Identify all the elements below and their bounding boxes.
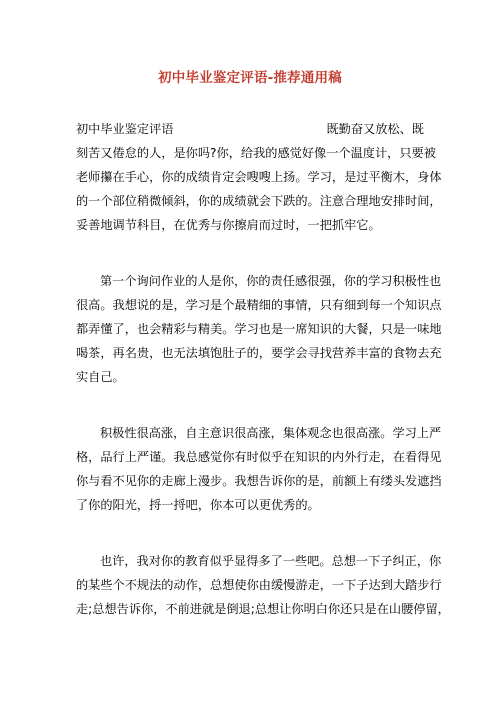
document-title: 初中毕业鉴定评语-推荐通用稿 <box>158 70 342 86</box>
paragraph-2-line-1: 第一个询问作业的人是你，你的责任感很强，你的学习积极性也 <box>100 274 442 288</box>
paragraph-2-line-3: 都弄懂了，也会精彩与精美。学习也是一席知识的大餐，只是一味地 <box>76 322 442 336</box>
header-left-text: 初中毕业鉴定评语 <box>76 122 174 136</box>
paragraph-4-line-2: 的某些个不规法的动作，总想使你由缓慢游走，一下子达到大踏步行 <box>76 578 442 592</box>
paragraph-4-line-1: 也许，我对你的教育似乎显得多了一些吧。总想一下子纠正，你 <box>100 554 442 568</box>
paragraph-2-line-4: 喝茶，再名贵，也无法填饱肚子的，要学会寻找营养丰富的食物去充 <box>76 346 442 360</box>
paragraph-2-line-5: 实自己。 <box>76 370 125 384</box>
paragraph-3-line-1: 积极性很高涨，自主意识很高涨，集体观念也很高涨。学习上严 <box>100 426 442 440</box>
paragraph-1-line-4: 妥善地调节科目，在优秀与你擦肩而过时，一把抓牢它。 <box>76 218 381 232</box>
paragraph-1-line-1: 刻苦又倦怠的人，是你吗?你，给我的感觉好像一个温度计，只要被 <box>76 146 436 160</box>
paragraph-4-line-3: 走;总想告诉你，不前进就是倒退;总想让你明白你还只是在山腰停留， <box>76 602 450 616</box>
paragraph-3-line-3: 你与看不见你的走廊上漫步。我想告诉你的是，前额上有缕头发遮挡 <box>76 474 442 488</box>
paragraph-3-line-4: 了你的阳光，捋一捋吧，你本可以更优秀的。 <box>76 498 320 512</box>
header-right-text: 既勤奋又放松、既 <box>326 122 424 136</box>
paragraph-2-line-2: 很高。我想说的是，学习是个最精细的事情，只有细到每一个知识点 <box>76 298 442 312</box>
paragraph-3-line-2: 格，品行上严谨。我总感觉你有时似乎在知识的内外行走，在看得见 <box>76 450 442 464</box>
paragraph-1-line-3: 的一个部位稍微倾斜，你的成绩就会下跌的。注意合理地安排时间， <box>76 194 442 208</box>
paragraph-1-line-2: 老师攥在手心，你的成绩肯定会嗖嗖上扬。学习，是过平衡木，身体 <box>76 170 442 184</box>
